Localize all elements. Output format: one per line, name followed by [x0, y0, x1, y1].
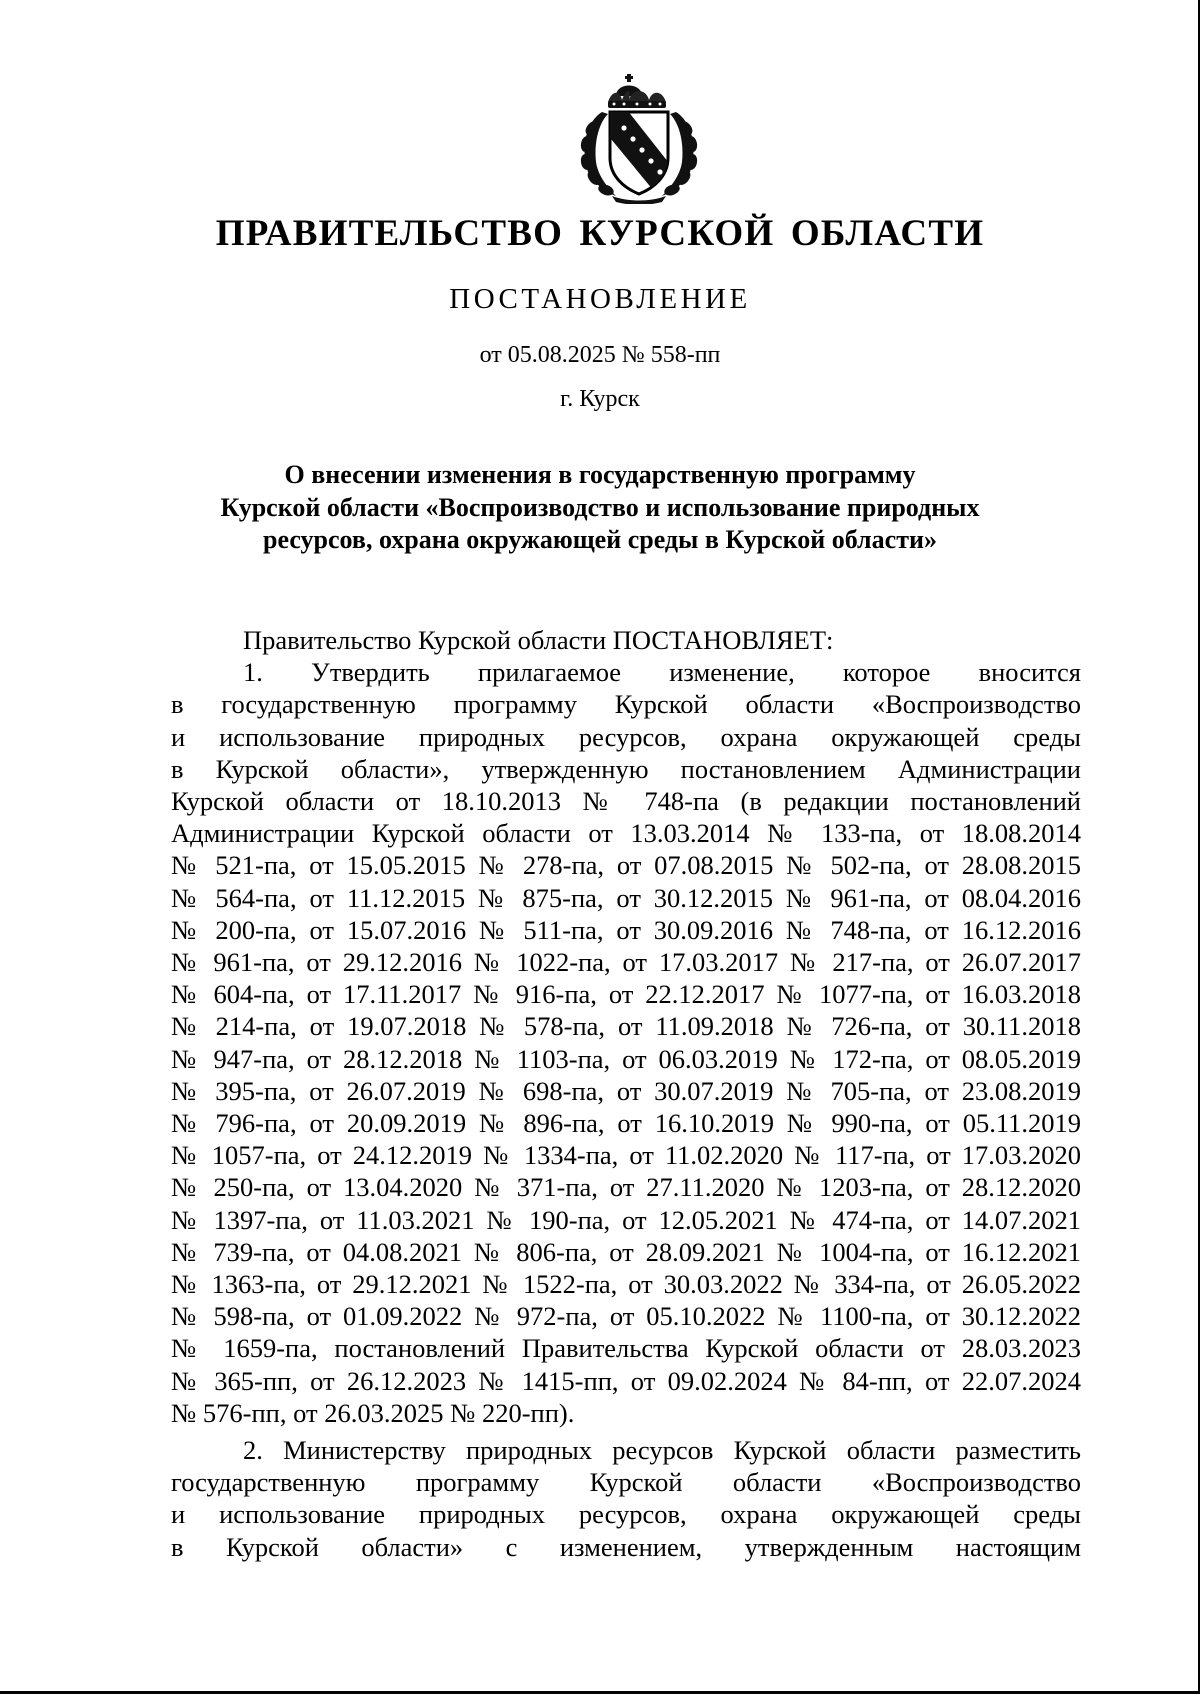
paragraph-line: № 521-па, от 15.05.2015 № 278-па, от 07.08.2015 № 502-па, от 28.08.2015	[171, 850, 1081, 881]
document-body	[171, 624, 1081, 1563]
paragraph-line: № 598-па, от 01.09.2022 № 972-па, от 05.10.2022 № 1100-па, от 30.12.2022	[171, 1301, 1081, 1332]
title-line: Курской области «Воспроизводство и использование природных	[220, 492, 980, 522]
paragraph-line: государственную программу Курской области «Воспроизводство	[171, 1467, 1081, 1498]
document-date-number: от 05.08.2025 № 558-пп	[479, 342, 721, 368]
document-city: г. Курск	[560, 386, 640, 412]
paragraph-line: № 1057-па, от 24.12.2019 № 1334-па, от 11.02.2020 № 117-па, от 17.03.2020	[171, 1140, 1081, 1171]
paragraph-line: в Курской области», утвержденную постановлением Администрации	[171, 753, 1081, 784]
paragraph-line: 1. Утвердить прилагаемое изменение, которое вносится	[243, 657, 1081, 688]
paragraph-line: в государственную программу Курской области «Воспроизводство	[171, 689, 1081, 720]
document-type: ПОСТАНОВЛЕНИЕ	[449, 283, 751, 315]
organization-name: ПРАВИТЕЛЬСТВО КУРСКОЙ ОБЛАСТИ	[215, 213, 985, 254]
paragraph-line: Курской области от 18.10.2013 № 748-па (в редакции постановлений	[171, 786, 1081, 817]
paragraph-line: № 604-па, от 17.11.2017 № 916-па, от 22.12.2017 № 1077-па, от 16.03.2018	[171, 979, 1081, 1010]
paragraph-line: № 1659-па, постановлений Правительства Курской области от 28.03.2023	[171, 1333, 1081, 1364]
paragraph-line: № 576-пп, от 26.03.2025 № 220-пп).	[171, 1397, 575, 1428]
paragraph-line: № 395-па, от 26.07.2019 № 698-па, от 30.07.2019 № 705-па, от 23.08.2019	[171, 1075, 1081, 1106]
paragraph-line: и использование природных ресурсов, охрана окружающей среды	[171, 1499, 1081, 1530]
paragraph-line: № 365-пп, от 26.12.2023 № 1415-пп, от 09.02.2024 № 84-пп, от 22.07.2024	[171, 1365, 1081, 1396]
paragraph-line: № 947-па, от 28.12.2018 № 1103-па, от 06.03.2019 № 172-па, от 08.05.2019	[171, 1043, 1081, 1074]
preamble: Правительство Курской области ПОСТАНОВЛЯЕТ:	[243, 625, 834, 655]
paragraph-line: № 250-па, от 13.04.2020 № 371-па, от 27.11.2020 № 1203-па, от 28.12.2020	[171, 1172, 1081, 1203]
kursk-coat-of-arms-icon	[572, 72, 706, 204]
paragraph-line: № 200-па, от 15.07.2016 № 511-па, от 30.09.2016 № 748-па, от 16.12.2016	[171, 914, 1081, 945]
document-title	[150, 459, 1050, 557]
title-line: О внесении изменения в государственную программу	[284, 460, 916, 489]
paragraph-line: № 739-па, от 04.08.2021 № 806-па, от 28.09.2021 № 1004-па, от 16.12.2021	[171, 1236, 1081, 1267]
paragraph-line: № 564-па, от 11.12.2015 № 875-па, от 30.12.2015 № 961-па, от 08.04.2016	[171, 882, 1081, 913]
paragraph-line: и использование природных ресурсов, охрана окружающей среды	[171, 721, 1081, 752]
paragraph-1	[171, 656, 1081, 1429]
paragraph-line: Администрации Курской области от 13.03.2014 № 133-па, от 18.08.2014	[171, 818, 1081, 849]
paragraph-line: в Курской области» с изменением, утвержденным настоящим	[171, 1531, 1081, 1562]
paragraph-line: № 796-па, от 20.09.2019 № 896-па, от 16.10.2019 № 990-па, от 05.11.2019	[171, 1108, 1081, 1139]
paragraph-line: № 961-па, от 29.12.2016 № 1022-па, от 17.03.2017 № 217-па, от 26.07.2017	[171, 947, 1081, 978]
paragraph-line: № 1397-па, от 11.03.2021 № 190-па, от 12.05.2021 № 474-па, от 14.07.2021	[171, 1204, 1081, 1235]
title-line: ресурсов, охрана окружающей среды в Курской области»	[263, 525, 937, 554]
paragraph-line: № 214-па, от 19.07.2018 № 578-па, от 11.09.2018 № 726-па, от 30.11.2018	[171, 1011, 1081, 1042]
paragraph-line: 2. Министерству природных ресурсов Курской области разместить	[243, 1435, 1081, 1466]
paragraph-2	[171, 1434, 1081, 1563]
paragraph-line: № 1363-па, от 29.12.2021 № 1522-па, от 30.03.2022 № 334-па, от 26.05.2022	[171, 1269, 1081, 1300]
